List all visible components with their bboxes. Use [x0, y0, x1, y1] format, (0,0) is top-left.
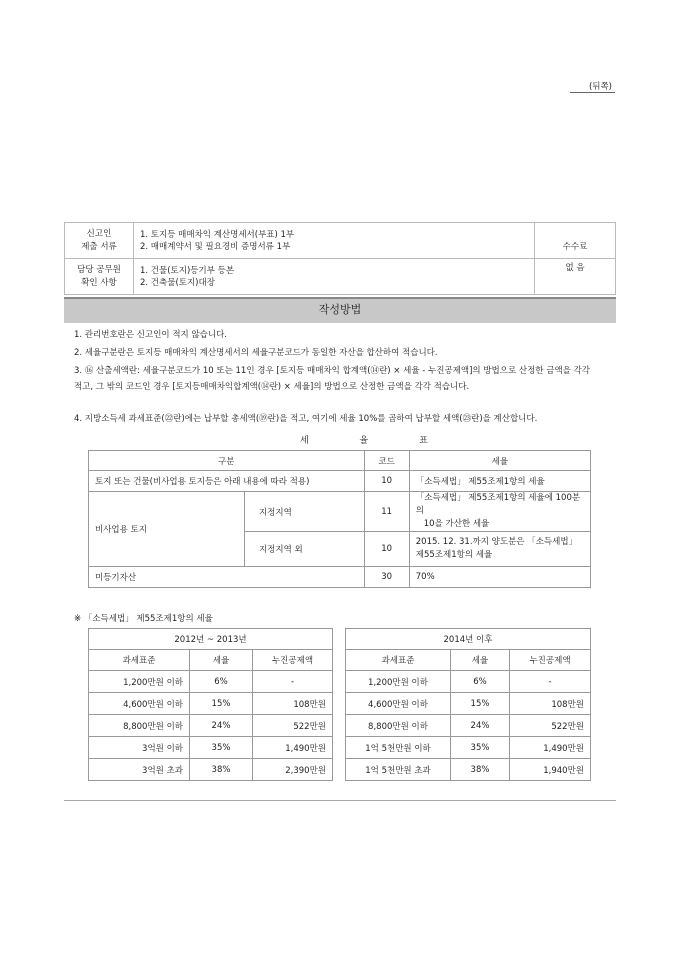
instruction-2: 2. 세율구분란은 토지등 매매차익 계산명세서의 세율구분코드가 동일한 자산을 합산하여 적습니다.	[74, 348, 438, 358]
table-row: 4,600만원 이하 15% 108만원	[346, 693, 591, 715]
rate-sub-designated: 지정지역	[244, 492, 364, 532]
table-row: 4,600만원 이하 15% 108만원	[89, 693, 333, 715]
rate-code: 11	[364, 492, 409, 532]
tax-table-2012-2013	[88, 628, 333, 781]
table-row: 1,200만원 이하 6% -	[89, 671, 333, 693]
tax-header: 누진공제액	[253, 650, 333, 671]
instruction-1: 1. 관리번호란은 신고인이 적지 않습니다.	[74, 330, 227, 340]
table-row: 1,200만원 이하 6% -	[346, 671, 591, 693]
rate-sub-non-designated: 지정지역 외	[244, 532, 364, 567]
table-row: 8,800만원 이하 24% 522만원	[89, 715, 333, 737]
official-check-label: 담당 공무원 확인 사항	[65, 259, 134, 295]
tax-header: 누진공제액	[510, 650, 591, 671]
tax-rate-note: ※ 「소득세법」 제55조제1항의 세율	[74, 614, 213, 624]
table-row: 1억 5천만원 초과 38% 1,940만원	[346, 759, 591, 781]
table-row: 3억원 이하 35% 1,490만원	[89, 737, 333, 759]
rate-table-title: 세 율 표	[300, 436, 452, 446]
tax-period: 2014년 이후	[346, 629, 591, 650]
taxpayer-docs-label: 신고인 제출 서류	[65, 223, 134, 259]
taxpayer-docs-items: 1. 토지등 매매차익 계산명세서(부표) 1부 2. 매매계약서 및 필요경비 증명서류 1부	[134, 223, 535, 259]
table-row: 8,800만원 이하 24% 522만원	[346, 715, 591, 737]
rate-header-rate: 세율	[409, 451, 590, 471]
rate-value: 「소득세법」 제55조제1항의 세율	[409, 471, 590, 492]
rate-code: 30	[364, 567, 409, 588]
page-label-underline	[570, 92, 615, 93]
tax-header: 과세표준	[89, 650, 190, 671]
rate-header-code: 코드	[364, 451, 409, 471]
rate-code: 10	[364, 471, 409, 492]
rate-header-category: 구분	[89, 451, 365, 471]
rate-value: 2015. 12. 31.까지 양도분은 「소득세법」 제55조제1항의 세율	[409, 532, 590, 567]
tax-header: 과세표준	[346, 650, 451, 671]
rate-row-unregistered: 미등기자산	[89, 567, 365, 588]
rate-value: 「소득세법」 제55조제1항의 세율에 100분의 10을 가산한 세율	[409, 492, 590, 532]
tax-header: 세율	[190, 650, 253, 671]
submission-table	[64, 222, 616, 295]
tax-period: 2012년 ~ 2013년	[89, 629, 333, 650]
fee-label: 수수료	[535, 223, 616, 259]
fee-value: 없 음	[535, 259, 616, 295]
instruction-3: 3. ⑯ 산출세액란: 세율구분코드가 10 또는 11인 경우 [토지등 매매차익 합계액(⑭란) × 세율 - 누진공제액]의 방법으로 산정한 금액을 각각 적고, 그 밖의 코드인 경우 [토지등매매차익합계액(⑭란) × 세율]의 방법으로 산정한 금액을 각각 적습니다.	[74, 366, 590, 392]
rate-row-nonbiz-land: 비사업용 토지	[89, 492, 245, 567]
rate-table	[88, 450, 591, 588]
table-row: 1억 5천만원 이하 35% 1,490만원	[346, 737, 591, 759]
rate-code: 10	[364, 532, 409, 567]
instruction-4: 4. 지방소득세 과세표준(㉒란)에는 납부할 총세액(⑲란)을 적고, 여기에 세율 10%를 곱하여 납부할 세액(㉓란)을 계산합니다.	[74, 414, 538, 424]
official-check-items: 1. 건물(토지)등기부 등본 2. 건축물(토지)대장	[134, 259, 535, 295]
method-title: 작성방법	[64, 297, 616, 323]
page-label: (뒤쪽)	[588, 82, 612, 92]
tax-header: 세율	[451, 650, 510, 671]
table-row: 3억원 초과 38% 2,390만원	[89, 759, 333, 781]
rate-row-land-building: 토지 또는 건물(비사업용 토지등은 아래 내용에 따라 적용)	[89, 471, 365, 492]
bottom-divider	[64, 800, 616, 801]
rate-value: 70%	[409, 567, 590, 588]
tax-table-2014-after	[345, 628, 591, 781]
